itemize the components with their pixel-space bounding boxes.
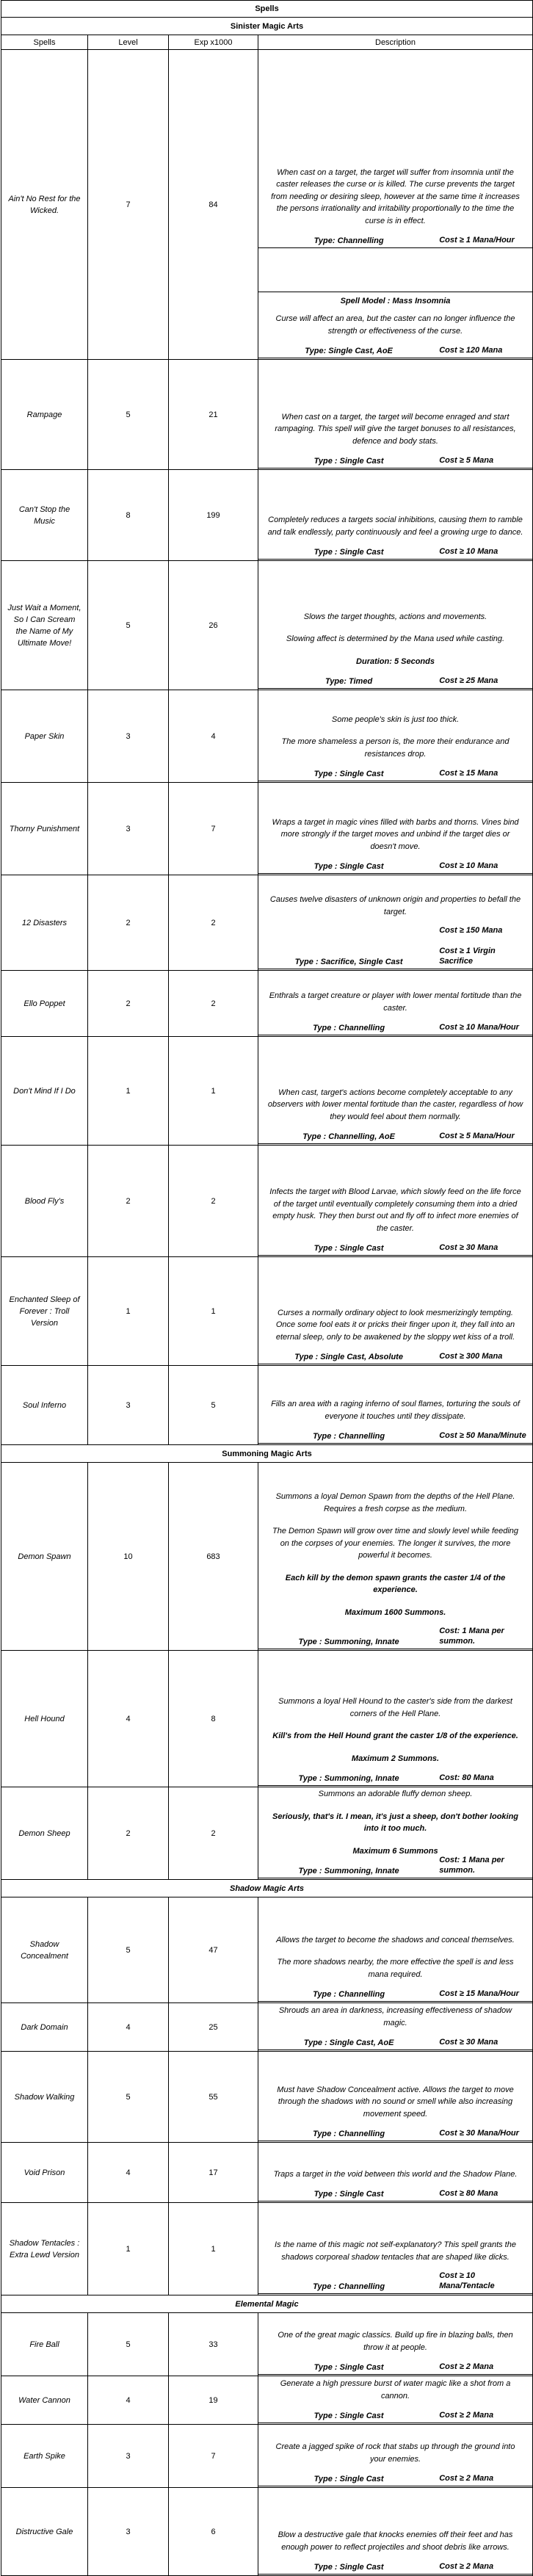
spell-description [258,470,533,561]
description-text: Some people's skin is just too thick. The more shameless a person is, the more their endurance and resistances drop. [281,714,510,759]
table-row [1,360,533,470]
spell-description [258,783,533,875]
spell-level: 2 [88,1146,169,1257]
description-block [258,1897,532,2002]
spell-name: Shadow Concealment [1,1897,88,2003]
spell-type: Type : Channelling [313,1990,385,1999]
description-block [258,470,532,560]
spell-level: 5 [88,2313,169,2376]
table-row [1,1257,533,1366]
description-text: Wraps a target in magic vines filled with barbs and thorns. Vines bind more strongly if the target moves and unbind if the target dies or doesn't move. [272,817,519,851]
spell-footer [258,2358,532,2375]
spell-description [258,2488,533,2576]
spell-exp: 25 [169,2003,258,2052]
spell-name: Just Wait a Moment, So I Can Scream the Name of My Ultimate Move! [1,561,88,690]
spell-level: 1 [88,2203,169,2295]
spell-cost: Cost ≥ 300 Mana [439,1352,503,1361]
spell-exp: 6 [169,2488,258,2576]
section-title: Shadow Magic Arts [1,1880,533,1897]
spell-description [258,1037,533,1146]
spell-name: Ain't No Rest for the Wicked. [1,50,88,360]
spell-type: Type : Single Cast [313,1244,384,1253]
spell-cost: Cost ≥ 2 Mana [439,2362,494,2371]
spell-type: Type : Single Cast [313,2190,384,2199]
spell-exp: 33 [169,2313,258,2376]
spell-exp: 17 [169,2143,258,2203]
spell-type: Type : Single Cast [313,2563,384,2572]
spell-type: Type : Sacrifice, Single Cast [294,958,403,966]
spell-name: 12 Disasters [1,875,88,971]
spell-type: Type : Summoning, Innate [298,1867,399,1875]
spell-level: 1 [88,1257,169,1366]
spell-type: Type: Channelling [313,236,384,245]
spell-footer [258,2124,532,2141]
spell-name: Ello Poppet [1,971,88,1037]
spell-cost: Cost ≥ 30 Mana [439,1243,498,1252]
spell-type: Type : Single Cast [313,2475,384,2483]
spell-type: Type : Single Cast [313,770,384,778]
description-text: Traps a target in the void between this world and the Shadow Plane. [273,2169,518,2179]
spell-cost: Cost: 80 Mana [439,1773,494,1782]
description-block [258,248,532,358]
description-block [258,2143,532,2201]
description-text: One of the great magic classics. Build up fire in blazing balls, then throw it at people. [278,2331,513,2352]
description-block [258,561,532,689]
description-block [258,971,532,1035]
spell-footer [258,764,532,781]
spell-name: Rampage [1,360,88,470]
description-block [258,1463,532,1649]
spell-footer [258,2033,532,2050]
spell-cost: Cost: 1 Mana per summon. [439,1856,504,1875]
spell-description [258,1651,533,1787]
description-text: Curses a normally ordinary object to look mesmerizingly tempting. Once some fool eats it or pricks their finger upon it, they fall into an eternal sleep, only to be awakened by the sloppy wet kiss of a troll. [275,1308,515,1342]
spell-name: Demon Sheep [1,1787,88,1880]
spell-exp: 1 [169,1037,258,1146]
spell-footer [258,2470,532,2486]
spell-name: Void Prison [1,2143,88,2203]
table-row [1,2425,533,2488]
description-text: Is the name of this magic not self-explanatory? This spell grants the shadows corporeal shadow tentacles that are shaped like dicks. [275,2240,516,2262]
description-text: Create a jagged spike of rock that stabs up through the ground into your enemies. [275,2442,515,2464]
spell-cost: Cost ≥ 25 Mana [439,676,498,685]
spell-description [258,1787,533,1880]
spell-exp: 7 [169,783,258,875]
spell-description [258,2313,533,2376]
spell-type: Type : Channelling [313,1432,385,1441]
spell-name: Can't Stop the Music [1,470,88,561]
description-block [258,783,532,874]
spell-cost: Cost ≥ 10 Mana [439,861,498,870]
spells-table [1,0,533,2576]
table-row [1,2143,533,2203]
spell-exp: 4 [169,690,258,783]
spell-type: Type : Single Cast [313,862,384,871]
spell-exp: 47 [169,1897,258,2003]
spell-exp: 26 [169,561,258,690]
spell-cost: Cost ≥ 10 Mana/Tentacle [439,2271,495,2290]
spell-name: Dark Domain [1,2003,88,2052]
page-title: Spells [1,1,533,18]
description-block [258,1146,532,1256]
description-text: When cast, target's actions become completely acceptable to any observers with lower mental fortitude than the caster, regardless of how they would feel about them normally. [267,1088,523,1121]
spell-exp: 199 [169,470,258,561]
spell-footer [258,1985,532,2002]
spell-name: Paper Skin [1,690,88,783]
spell-type: Type : Single Cast, AoE [303,2038,394,2047]
description-block [258,1366,532,1444]
spell-exp: 1 [169,2203,258,2295]
description-text: Allows the target to become the shadows and conceal themselves. The more shadows nearby, the more effective the spell is and less mana required. [276,1935,515,1979]
description-block [258,875,532,969]
spell-exp: 2 [169,875,258,971]
description-text: Causes twelve disasters of unknown origin and properties to befall the target. [269,895,521,916]
spell-description [258,561,533,690]
table-row [1,2313,533,2376]
description-block [258,360,532,468]
spell-description [258,1366,533,1445]
spell-footer [258,341,532,358]
spell-type: Type : Single Cast [313,548,384,557]
spell-exp: 8 [169,1651,258,1787]
spell-exp: 683 [169,1463,258,1651]
spell-footer [258,2406,532,2423]
table-row [1,2376,533,2425]
spell-footer [258,1427,532,1444]
spell-description [258,1257,533,1366]
spell-level: 4 [88,1651,169,1787]
description-text: Enthrals a target creature or player with lower mental fortitude than the caster. [269,991,522,1013]
spell-exp: 5 [169,1366,258,1445]
description-block [258,2052,532,2141]
spell-cost: Cost ≥ 5 Mana/Hour [439,1132,515,1140]
spell-description [258,971,533,1037]
section-title: Elemental Magic [1,2295,533,2313]
spell-name: Blood Fly's [1,1146,88,1257]
spell-name: Water Cannon [1,2376,88,2425]
spell-description [258,1897,533,2003]
spell-level: 8 [88,470,169,561]
table-row [1,1651,533,1787]
spell-description [258,2203,533,2295]
spell-footer [258,1019,532,1035]
spell-name: Enchanted Sleep of Forever : Troll Version [1,1257,88,1366]
spell-level: 5 [88,360,169,470]
description-block [258,2203,532,2294]
spell-level: 2 [88,875,169,971]
description-block [258,50,532,248]
description-block [258,2003,532,2050]
spell-footer [258,2558,532,2575]
spell-level: 5 [88,2052,169,2143]
description-text: Generate a high pressure burst of water magic like a shot from a cannon. [280,2379,511,2400]
spell-name: Demon Spawn [1,1463,88,1651]
description-text: When cast on a target, the target will suffer from insomnia until the caster releases the curse or is killed. The curse prevents the target from needing or desiring sleep, however at the same time it increases the persons irrationality and irritability proportionally to the time the curse is in effect. [271,167,520,225]
table-row [1,1146,533,1257]
spell-cost: Cost ≥ 10 Mana [439,547,498,556]
spell-level: 3 [88,2425,169,2488]
spell-description [258,1146,533,1257]
spell-cost: Cost ≥ 15 Mana/Hour [439,1989,519,1998]
spell-level: 3 [88,690,169,783]
spell-level: 10 [88,1463,169,1651]
spell-footer [258,1127,532,1144]
table-row [1,50,533,360]
spell-footer [258,1856,532,1878]
spell-footer [258,857,532,874]
spell-exp: 2 [169,971,258,1037]
spell-footer [258,1239,532,1256]
spell-level: 7 [88,50,169,360]
spell-type: Type : Single Cast [313,2412,384,2420]
spell-description [258,2143,533,2203]
spell-level: 5 [88,1897,169,2003]
description-text: When cast on a target, the target will become enraged and start rampaging. This spell will give the target bonuses to all resistances, defence and body stats. [275,412,516,446]
spell-exp: 1 [169,1257,258,1366]
table-row [1,2003,533,2052]
description-block [258,2425,532,2486]
spell-description [258,875,533,971]
spell-level: 5 [88,561,169,690]
table-row [1,783,533,875]
table-row [1,690,533,783]
spell-type: Type: Timed [325,677,373,686]
spell-cost: Cost ≥ 10 Mana/Hour [439,1023,519,1032]
spell-description [258,2003,533,2052]
spell-description [258,2376,533,2425]
spell-cost: Cost ≥ 150 Mana Cost ≥ 1 Virgin Sacrifice [439,926,503,966]
spell-exp: 7 [169,2425,258,2488]
column-header: Spells [1,35,88,50]
spell-footer [258,231,532,248]
spell-footer [258,2185,532,2201]
description-block [258,2313,532,2375]
section-title: Summoning Magic Arts [1,1445,533,1463]
spell-level: 3 [88,783,169,875]
table-row [1,2203,533,2295]
description-text: Fills an area with a raging inferno of soul flames, torturing the souls of everyone it touches until they dissipate. [271,1400,520,1421]
description-text: Summons a loyal Demon Spawn from the depths of the Hell Plane. Requires a fresh corpse as the medium. The Demon Spawn will grow over time and slowly level while feeding on the corpses of your enemies. The longer it survives, the more powerful it becomes. Each kill by the demon spawn grants the caster 1/4 of the experience. Maximum 1600 Summons. [272,1492,519,1617]
spell-level: 2 [88,1787,169,1880]
table-row [1,561,533,690]
description-block [258,1787,532,1878]
spell-exp: 21 [169,360,258,470]
spell-type: Type : Summoning, Innate [298,1638,399,1646]
spell-level: 3 [88,2488,169,2576]
description-text: Curse will affect an area, but the caster can no longer influence the strength or effectiveness of the curse. [275,314,515,336]
spell-description [258,50,533,360]
spell-exp: 19 [169,2376,258,2425]
column-header: Description [258,35,533,50]
spell-exp: 55 [169,2052,258,2143]
spell-level: 1 [88,1037,169,1146]
spell-level: 4 [88,2143,169,2203]
spell-cost: Cost ≥ 50 Mana/Minute [439,1431,526,1440]
spell-type: Type : Single Cast [313,2363,384,2372]
description-block [258,1037,532,1144]
spell-type: Type : Single Cast [313,457,384,466]
description-text: Completely reduces a targets social inhibitions, causing them to ramble and talk endlessly, party continuously and feel a growing urge to dance. [267,515,523,537]
spell-level: 4 [88,2003,169,2052]
spell-cost: Cost ≥ 30 Mana/Hour [439,2129,519,2138]
table-row [1,1037,533,1146]
spell-cost: Cost ≥ 2 Mana [439,2474,494,2483]
table-row [1,2488,533,2576]
spell-name: Shadow Walking [1,2052,88,2143]
spell-cost: Cost ≥ 15 Mana [439,769,498,778]
column-header: Exp x1000 [169,35,258,50]
spell-footer [258,922,532,969]
column-header: Level [88,35,169,50]
spell-cost: Cost ≥ 120 Mana [439,346,503,355]
table-row [1,1463,533,1651]
spell-name: Hell Hound [1,1651,88,1787]
table-row [1,2052,533,2143]
spell-description [258,360,533,470]
spell-level: 2 [88,971,169,1037]
spell-type: Type : Channelling, AoE [302,1132,395,1141]
description-block [258,1257,532,1364]
spell-footer [258,452,532,468]
description-text: Summons an adorable fluffy demon sheep. Seriously, that's it. I mean, it's just a sheep, don't bother looking into it too much. Maximum 6 Summons [272,1790,519,1856]
spell-cost: Cost ≥ 30 Mana [439,2038,498,2047]
description-block [258,1651,532,1786]
description-block [258,2488,532,2575]
spell-description [258,2052,533,2143]
description-text: Must have Shadow Concealment active. Allows the target to move through the shadows with no sound or smell while also increasing movement speed. [277,2085,514,2119]
spell-name: Soul Inferno [1,1366,88,1445]
description-text: Summons a loyal Hell Hound to the caster's side from the darkest corners of the Hell Plane. Kill's from the Hell Hound grant the caster 1/8 of the experience. Maximum 2 Summons. [272,1697,518,1763]
spell-type: Type : Channelling [313,2130,385,2138]
spell-type: Type : Channelling [313,1024,385,1032]
spell-name: Thorny Punishment [1,783,88,875]
spell-description [258,690,533,783]
spell-name: Distructive Gale [1,2488,88,2576]
spell-footer [258,543,532,560]
spell-cost: Cost ≥ 1 Mana/Hour [439,236,515,245]
section-title: Sinister Magic Arts [1,18,533,35]
spell-name: Earth Spike [1,2425,88,2488]
table-row [1,1366,533,1445]
spell-level: 4 [88,2376,169,2425]
spell-footer [258,2268,532,2294]
spell-cost: Cost ≥ 80 Mana [439,2189,498,2198]
spell-cost: Cost: 1 Mana per summon. [439,1627,504,1646]
description-block [258,2376,532,2423]
table-row [1,875,533,971]
spell-type: Type : Summoning, Innate [298,1774,399,1783]
spell-name: Don't Mind If I Do [1,1037,88,1146]
spell-exp: 2 [169,1146,258,1257]
table-row [1,470,533,561]
table-row [1,1787,533,1880]
spell-cost: Cost ≥ 2 Mana [439,2411,494,2420]
spell-type: Type : Single Cast, Absolute [294,1353,403,1361]
description-block [258,690,532,781]
spell-footer [258,1769,532,1786]
description-text: Infects the target with Blood Larvae, which slowly feed on the life force of the target until eventually completely consuming them into a dried empty husk. They then burst out and fly off to infect more enemies of the caster. [269,1187,521,1233]
spell-cost: Cost ≥ 5 Mana [439,456,494,465]
description-text: Slows the target thoughts, actions and movements. Slowing affect is determined by the Mana used while casting. Duration: 5 Seconds [286,612,505,666]
spell-footer [258,1623,532,1649]
spell-exp: 2 [169,1787,258,1880]
spell-footer [258,672,532,689]
spell-exp: 84 [169,50,258,360]
table-row [1,1897,533,2003]
spell-type: Type: Single Cast, AoE [305,347,393,355]
spell-name: Shadow Tentacles : Extra Lewd Version [1,2203,88,2295]
spell-cost: Cost ≥ 2 Mana [439,2562,494,2571]
spell-description [258,2425,533,2488]
spell-type: Type : Channelling [313,2282,385,2291]
spell-footer [258,1347,532,1364]
spell-model-title: Spell Model : Mass Insomnia [258,292,532,310]
spell-name: Fire Ball [1,2313,88,2376]
description-text: Blow a destructive gale that knocks enemies off their feet and has enough power to reflect projectiles and shoot debris like arrows. [278,2530,513,2552]
spell-level: 3 [88,1366,169,1445]
table-row [1,971,533,1037]
description-text: Shrouds an area in darkness, increasing effectiveness of shadow magic. [278,2006,512,2027]
spell-description [258,1463,533,1651]
